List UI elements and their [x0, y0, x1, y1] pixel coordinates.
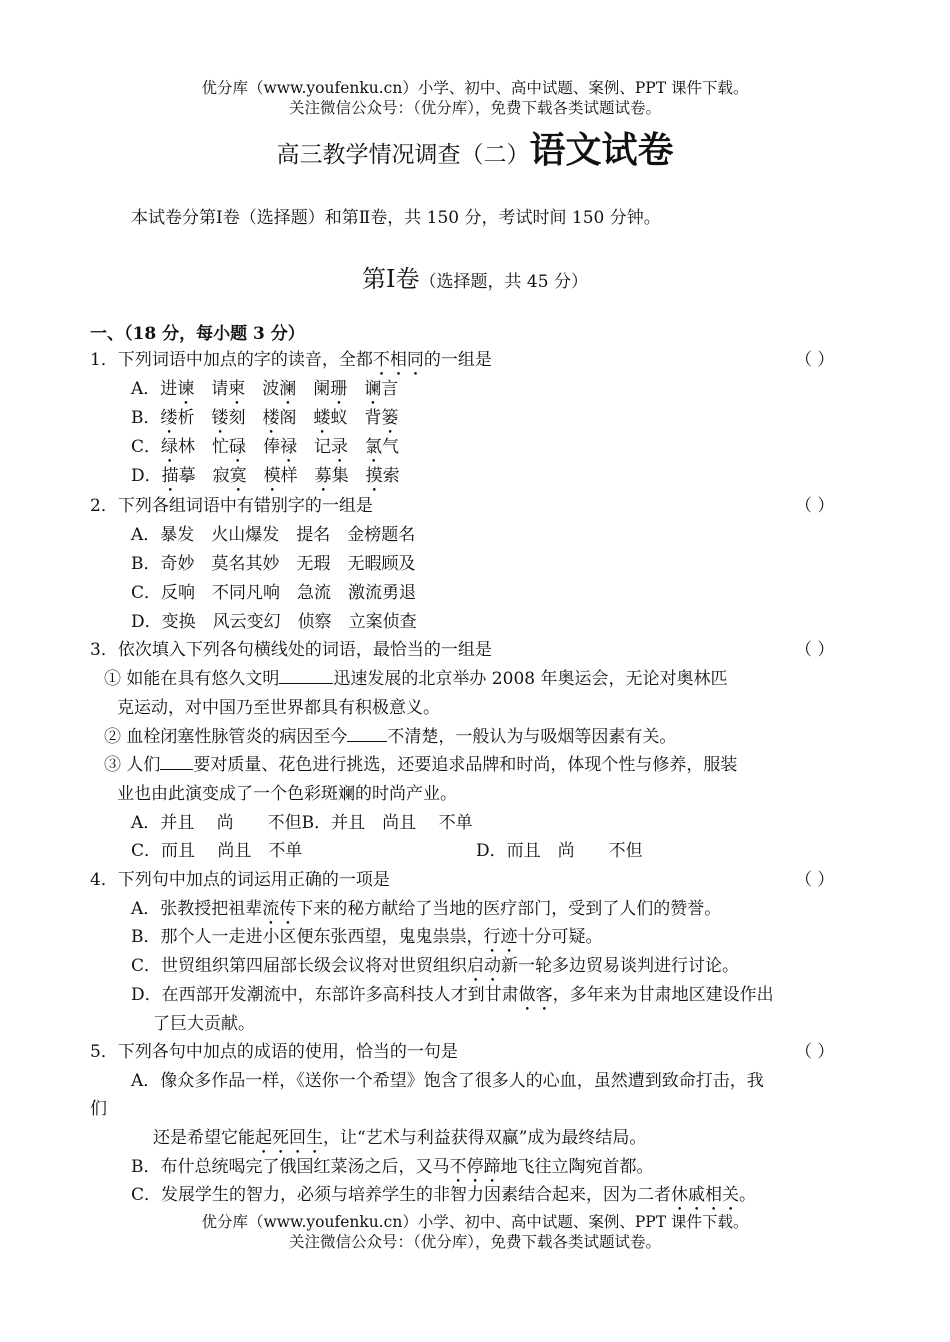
q1-b-dot: 缕: [160, 408, 178, 428]
q1-c-seg: [348, 437, 365, 457]
q4-d-text: ，多年来为甘肃地区建设作出: [552, 985, 774, 1005]
q4-c-text: C．世贸组织第四届部长级会议将对世贸组织: [131, 956, 468, 976]
q1-d-dot: 摸: [365, 466, 383, 486]
q1-a-dot: 澜: [279, 379, 297, 399]
q1-d-seg: 集: [331, 466, 366, 486]
q4-stem: 4．下列句中加点的词运用正确的一项是: [90, 870, 390, 890]
q4-answer-paren: （ ）: [795, 870, 835, 890]
part-1-heading: [0, 264, 950, 297]
q1-b-dot: 楼: [262, 408, 280, 428]
q3-s2-text: ② 血栓闭塞性脉管炎的病因至今: [104, 727, 348, 747]
q1-a-seg: [347, 379, 364, 399]
q1-b-seg: 蚁 背: [330, 408, 382, 428]
page-title: [0, 128, 950, 179]
q3-sentence-3-cont: 业也由此演变成了一个色彩斑斓的时尚产业。: [117, 784, 457, 804]
q3-sentence-3: [104, 753, 737, 777]
q4-d-dot: 做客: [518, 985, 553, 1005]
q3-s1-text: ① 如能在具有悠久文明: [104, 669, 280, 689]
exam-intro: 本试卷分第Ⅰ卷（选择题）和第Ⅱ卷，共 150 分，考试时间 150 分钟。: [131, 208, 661, 228]
q1-d-seg: [247, 466, 264, 486]
q5-b-text: B．布什总统喝完了俄国红菜汤之后，又马: [131, 1157, 450, 1177]
q1-b-dot: 镂: [211, 408, 229, 428]
part-1-note: （选择题，共 45 分）: [419, 272, 588, 292]
q1-a-dot: 珊: [330, 379, 348, 399]
q1-b-seg: 析: [177, 408, 212, 428]
q1-d-dot: 描: [161, 466, 179, 486]
q1-a-dot: 谏: [177, 379, 195, 399]
q4-option-d-cont: 了巨大贡献。: [153, 1014, 255, 1034]
q1-d-seg: 样: [280, 466, 315, 486]
q1-b-dot: 蝼: [313, 408, 331, 428]
q5-c-text: 。: [739, 1185, 757, 1205]
q5-c-text: C．发展学生的智力，必须与培养学生的非智力因素结合起来，因为二者: [131, 1185, 672, 1205]
q3-answer-paren: （ ）: [795, 640, 835, 660]
q1-stem-emphasis: 不相同: [372, 350, 424, 370]
q1-a-seg: 言: [381, 379, 399, 399]
q1-c-dot: 录: [331, 437, 349, 457]
q1-c-dot: 氯: [365, 437, 383, 457]
q1-c-seg: 记: [297, 437, 332, 457]
q3-option-d: D．而且 尚 不但: [476, 841, 643, 861]
q3-s1-text: 迅速发展的北京举办 2008 年奥运会，无论对奥林匹: [333, 669, 728, 689]
q5-answer-paren: （ ）: [795, 1042, 835, 1062]
q3-blank-1: [279, 669, 333, 684]
footer-line-1: 优分库（www.youfenku.cn）小学、初中、高中试题、案例、PPT 课件下载。: [201, 1213, 749, 1231]
q1-d-seg: 索: [382, 466, 400, 486]
part-1-title: 第Ⅰ卷: [362, 265, 420, 293]
q1-a-dot: 柬: [228, 379, 246, 399]
q5-stem: 5．下列各句中加点的成语的使用，恰当的一句是: [90, 1042, 458, 1062]
q1-c-dot: 禄: [280, 437, 298, 457]
q5-a-text: 还是希望它能: [153, 1128, 255, 1148]
q1-a-dot: 谰: [364, 379, 382, 399]
q2-answer-paren: （ ）: [795, 496, 835, 516]
footer-line-2: 关注微信公众号：（优分库），免费下载各类试题试卷。: [288, 1233, 661, 1251]
q3-s3-text: ③ 人们: [104, 755, 161, 775]
q2-option-b: B．奇妙 莫名其妙 无瑕 无暇顾及: [131, 554, 416, 574]
q1-a-seg: 波: [245, 379, 280, 399]
title-prefix: 高三教学情况调查（二）: [276, 142, 530, 168]
q5-c-dot: 休戚相关: [671, 1185, 740, 1205]
q5-option-c: [131, 1183, 756, 1215]
q1-option-a: [131, 377, 398, 409]
q4-c-text: 新一轮多边贸易谈判进行讨论。: [501, 956, 740, 976]
q2-option-d: D．变换 风云变幻 侦察 立案侦查: [131, 612, 417, 632]
q4-a-text: 下来的秘方献给了当地的医疗部门，受到了人们的赞誉。: [296, 899, 722, 919]
q1-d-dot: 募: [314, 466, 332, 486]
header-line-1: 优分库（www.youfenku.cn）小学、初中、高中试题、案例、PPT 课件下载。: [201, 79, 749, 97]
q5-option-a-wrap: 们: [90, 1099, 107, 1119]
q4-b-text: B．那个人一走进小区便东张西望，鬼鬼祟祟，: [131, 927, 484, 947]
header-line-2: 关注微信公众号：（优分库），免费下载各类试题试卷。: [288, 99, 661, 117]
q1-b-seg: B．: [131, 408, 161, 428]
q1-d-dot: 模: [263, 466, 281, 486]
q3-blank-3: [160, 755, 193, 770]
q2-stem: 2．下列各组词语中有错别字的一组是: [90, 496, 373, 516]
q1-c-seg: 俸: [246, 437, 281, 457]
q1-a-seg: A．进: [131, 379, 178, 399]
q4-d-text: D．在西部开发潮流中，东部许多高科技人才到甘肃: [131, 985, 519, 1005]
q1-stem-text-a: 1．下列词语中加点的字的读音，全都: [90, 350, 373, 370]
q1-option-b: [131, 406, 399, 438]
q5-b-text: 地飞往立陶宛首都。: [500, 1157, 654, 1177]
q1-c-dot: 绿: [161, 437, 179, 457]
q1-b-seg: 刻: [228, 408, 263, 428]
q4-a-dot: 流传: [262, 899, 297, 919]
q3-s3-text: 要对质量、花色进行挑选，还要追求品牌和时尚，体现个性与修养，服装: [193, 755, 738, 775]
q1-c-seg: 气: [382, 437, 400, 457]
q1-c-dot: 碌: [229, 437, 247, 457]
q1-c-seg: C．: [131, 437, 162, 457]
q1-answer-paren: （ ）: [795, 350, 835, 370]
q1-stem: [90, 348, 492, 380]
q3-sentence-2: [104, 725, 676, 749]
q4-a-text: A．张教授把祖辈: [131, 899, 263, 919]
q5-option-a-cont: [153, 1126, 646, 1158]
q4-b-dot: 行迹: [483, 927, 518, 947]
q1-d-dot: 寞: [229, 466, 247, 486]
q3-options-ab: A．并且 尚 不但B．并且 尚且 不单: [131, 813, 473, 833]
q3-stem: 3．依次填入下列各句横线处的词语，最恰当的一组是: [90, 640, 492, 660]
q1-option-c: [131, 435, 399, 467]
q3-option-c: C．而且 尚且 不单: [131, 841, 303, 861]
q1-b-dot: 篓: [381, 408, 399, 428]
q4-option-d: [131, 983, 774, 1015]
q2-option-c: C．反响 不同凡响 急流 激流勇退: [131, 583, 417, 603]
q1-option-d: [131, 464, 400, 496]
title-main: 语文试卷: [529, 129, 674, 171]
q3-sentence-1: [104, 667, 727, 691]
q3-blank-2: [347, 727, 387, 742]
q5-option-a: A．像众多作品一样，《送你一个希望》饱含了很多人的心血，虽然遭到致命打击，我: [131, 1071, 764, 1091]
q1-d-seg: 摹 寂: [178, 466, 230, 486]
q1-d-seg: D．: [131, 466, 162, 486]
q2-option-a: A．暴发 火山爆发 提名 金榜题名: [131, 525, 416, 545]
q3-sentence-1-cont: 克运动，对中国乃至世界都具有积极意义。: [117, 698, 440, 718]
section-1-heading: 一、（18 分，每小题 3 分）: [90, 324, 305, 344]
q1-stem-text-c: 的一组是: [423, 350, 492, 370]
q5-a-dot: 起死回生: [255, 1128, 323, 1148]
q1-a-seg: 阑: [296, 379, 331, 399]
q5-a-text: ，让“艺术与利益获得双赢”成为最终结局。: [323, 1128, 647, 1148]
q3-s2-text: 不清楚，一般认为与吸烟等因素有关。: [387, 727, 677, 747]
q1-a-seg: 请: [194, 379, 229, 399]
q4-option-b: [131, 925, 603, 957]
q1-c-seg: 林 忙: [178, 437, 230, 457]
q5-b-dot: 不停蹄: [449, 1157, 501, 1177]
q4-b-text: 十分可疑。: [517, 927, 603, 947]
q4-option-c: [131, 954, 739, 986]
q1-b-seg: 阁: [279, 408, 314, 428]
q4-c-dot: 启动: [467, 956, 502, 976]
